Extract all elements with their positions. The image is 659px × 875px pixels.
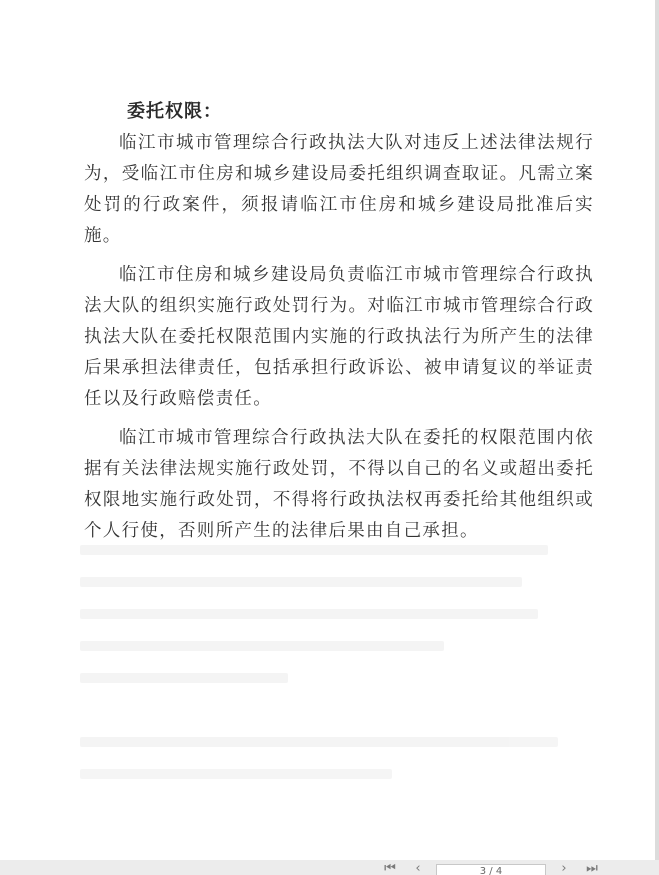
page-edge xyxy=(655,0,659,860)
previous-page-icon[interactable]: ‹ xyxy=(415,861,421,875)
last-page-icon[interactable]: ⏭ xyxy=(586,861,598,875)
paragraph-2: 临江市住房和城乡建设局负责临江市城市管理综合行政执法大队的组织实施行政处罚行为。对临江市城市管理综合行政执法大队在委托权限范围内实施的行政执法行为所产生的法律后果承担法律责任，包括承担行政诉讼、被申请复议的举证责任以及行政赔偿责任。 xyxy=(84,265,594,409)
paragraph-3: 临江市城市管理综合行政执法大队在委托的权限范围内依据有关法律法规实施行政处罚，不得以自己的名义或超出委托权限地实施行政处罚，不得将行政执法权再委托给其他组织或个人行使，否则所产生的法律后果由自己承担。 xyxy=(84,428,594,541)
first-page-icon[interactable]: ⏮ xyxy=(384,861,396,875)
page-number-input[interactable]: 3 / 4 xyxy=(436,864,546,875)
section-heading: 委托权限： xyxy=(127,101,222,122)
next-page-icon[interactable]: › xyxy=(561,861,567,875)
bleed-through-text xyxy=(80,545,600,805)
paragraph-1: 临江市城市管理综合行政执法大队对违反上述法律法规行为，受临江市住房和城乡建设局委托组织调查取证。凡需立案处罚的行政案件，须报请临江市住房和城乡建设局批准后实施。 xyxy=(84,133,594,246)
document-body xyxy=(84,128,594,547)
